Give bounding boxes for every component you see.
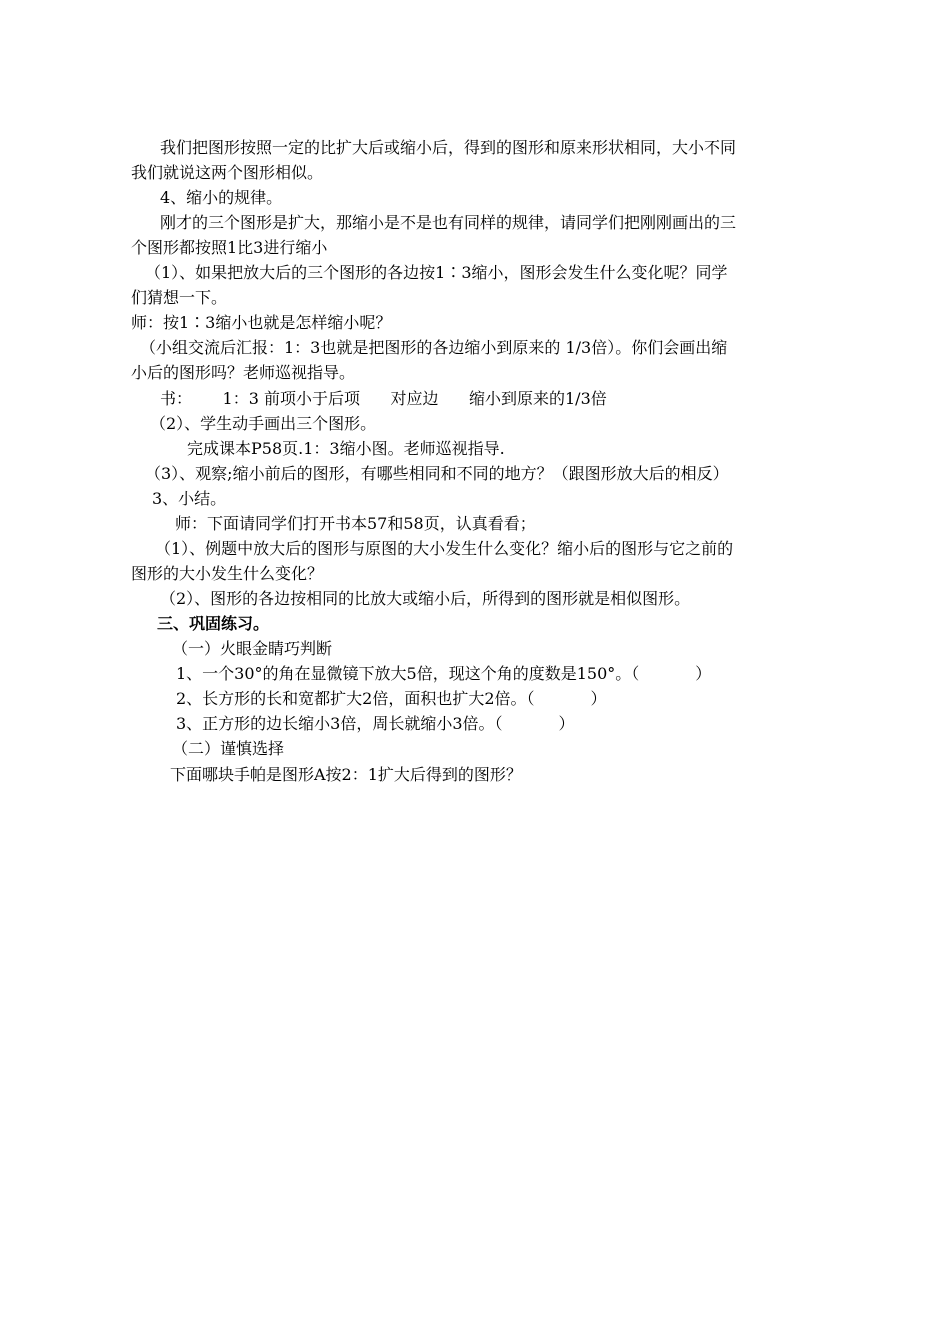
summary-item-2: （2）、图形的各边按相同的比放大或缩小后，所得到的图形就是相似图形。 [160,589,691,608]
heading-summary: 3、小结。 [152,489,227,508]
paragraph-reduce-line-2: 个图形都按照1比3进行缩小 [131,238,328,257]
group-report-line-2: 小后的图形吗？老师巡视指导。 [131,363,356,382]
judge-question-2: 2、长方形的长和宽都扩大2倍，面积也扩大2倍。（ ） [176,689,607,708]
item-1-line-2: 们猜想一下。 [131,288,228,307]
judge-question-1: 1、一个30°的角在显微镜下放大5倍，现这个角的度数是150°。（ ） [176,664,712,683]
heading-practice: 三、巩固练习。 [157,614,270,633]
heading-reduce-rule: 4、缩小的规律。 [160,188,283,207]
item-1-line-1: （1）、如果把放大后的三个图形的各边按1∶3缩小，图形会发生什么变化呢？同学 [145,263,728,282]
summary-item-1-line-2: 图形的大小发生什么变化？ [131,564,324,583]
section-judge: （一）火眼金睛巧判断 [172,639,333,658]
summary-item-1-line-1: （1）、例题中放大后的图形与原图的大小发生什么变化？缩小后的图形与它之前的 [155,539,734,558]
group-report-line-1: （小组交流后汇报：1：3也就是把图形的各边缩小到原来的 1/3倍）。你们会画出缩 [140,338,728,357]
teacher-question: 师：按1∶3缩小也就是怎样缩小呢？ [131,313,392,332]
section-choose: （二）谨慎选择 [172,739,285,758]
item-2: （2）、学生动手画出三个图形。 [150,414,377,433]
textbook-task: 完成课本P58页.1：3缩小图。老师巡视指导. [187,439,505,458]
paragraph-reduce-line-1: 刚才的三个图形是扩大，那缩小是不是也有同样的规律，请同学们把刚刚画出的三 [160,213,737,232]
teacher-instruction: 师：下面请同学们打开书本57和58页，认真看看； [175,514,536,533]
board-writing: 书： 1：3 前项小于后项 对应边 缩小到原来的1/3倍 [160,389,607,408]
paragraph-similar-line-1: 我们把图形按照一定的比扩大后或缩小后，得到的图形和原来形状相同，大小不同 [160,138,737,157]
choose-question: 下面哪块手帕是图形A按2：1扩大后得到的图形？ [170,765,522,784]
judge-question-3: 3、正方形的边长缩小3倍，周长就缩小3倍。（ ） [176,714,575,733]
item-3: （3）、观察;缩小前后的图形，有哪些相同和不同的地方？（跟图形放大后的相反） [145,464,729,483]
paragraph-similar-line-2: 我们就说这两个图形相似。 [131,163,324,182]
